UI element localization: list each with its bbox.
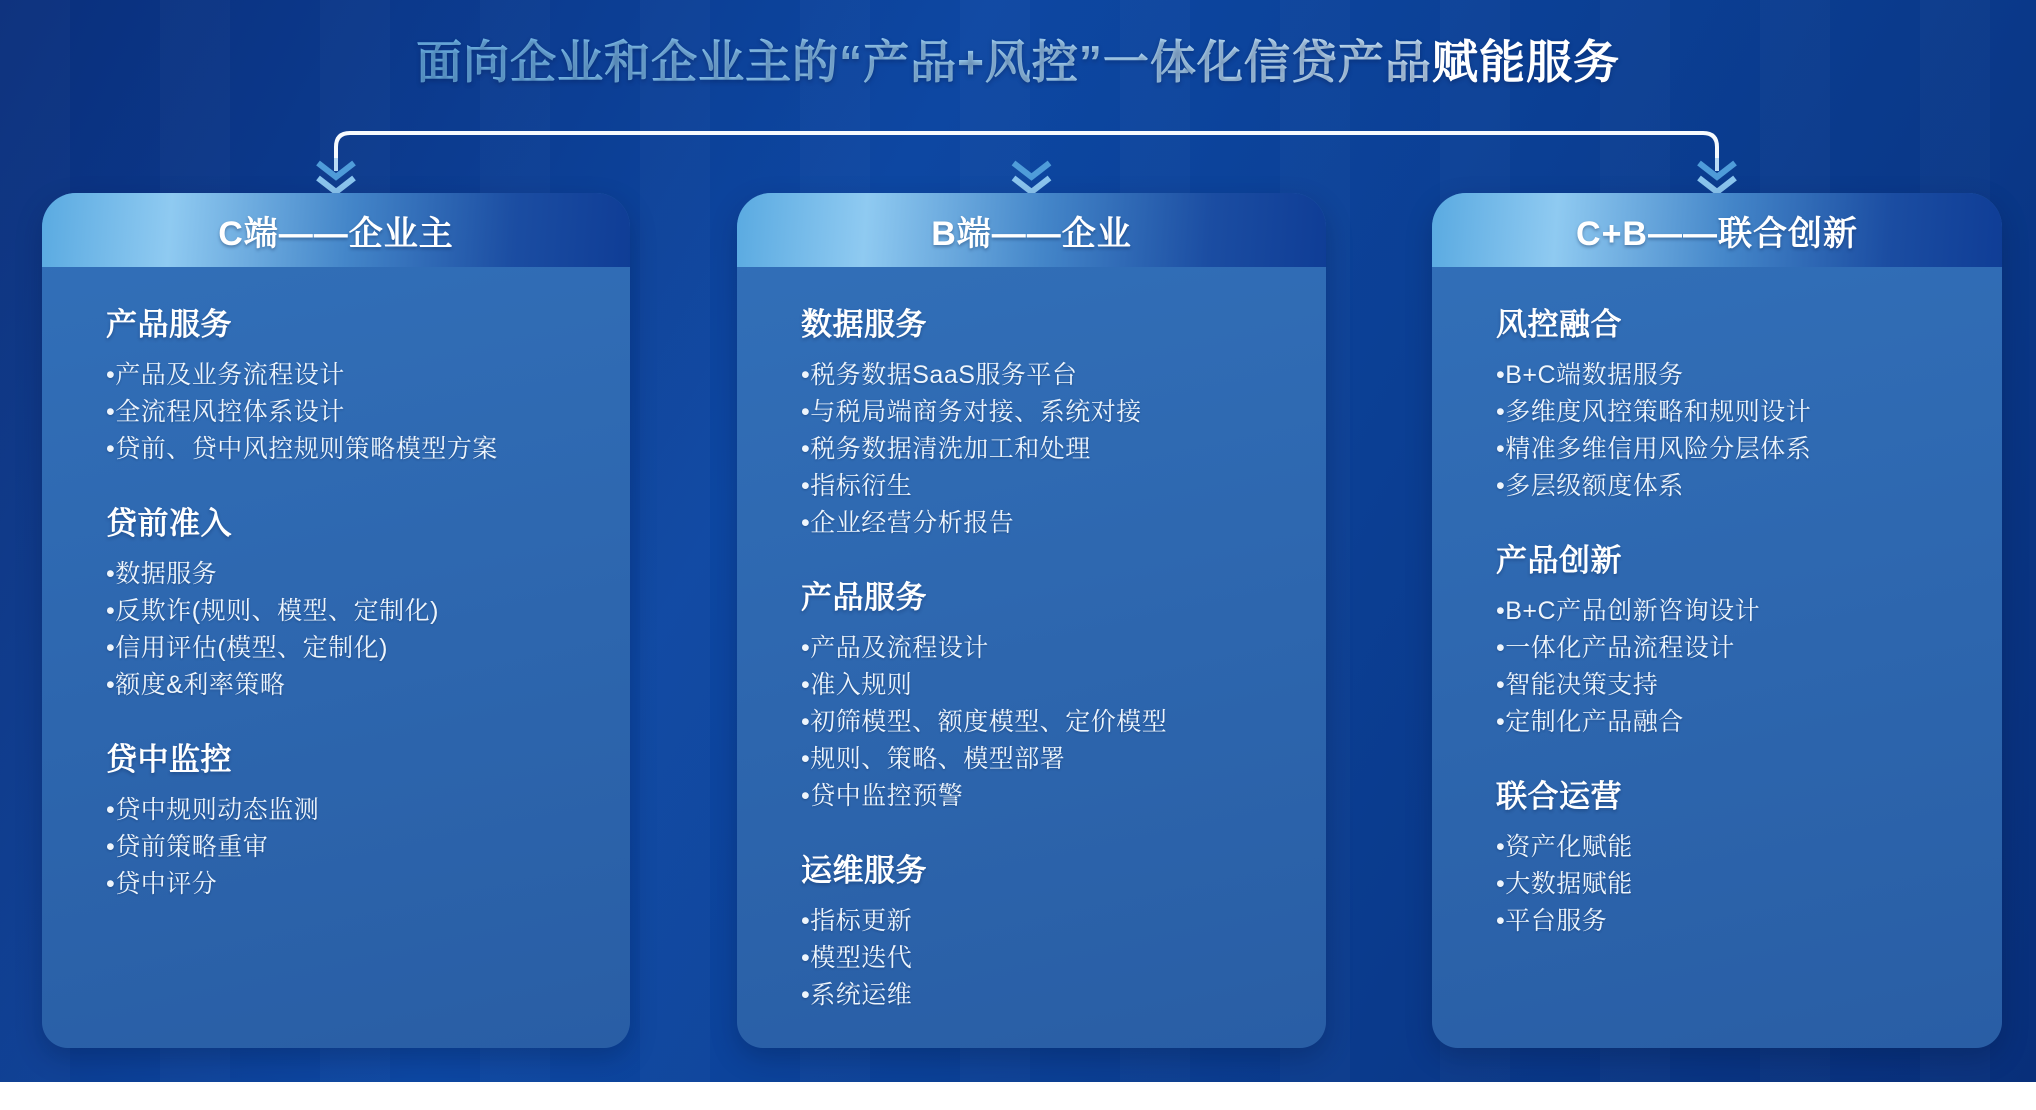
bullet-item: •贷前策略重审 xyxy=(106,833,269,861)
bullet-item: •初筛模型、额度模型、定价模型 xyxy=(801,708,1168,736)
bullet-item: •智能决策支持 xyxy=(1496,671,1659,699)
card-section xyxy=(1496,541,1960,741)
section-heading: 产品服务 xyxy=(106,307,232,342)
service-card xyxy=(1432,193,2002,1048)
section-heading: 风控融合 xyxy=(1496,307,1622,342)
card-section xyxy=(801,578,1284,815)
bullet-item: •准入规则 xyxy=(801,671,913,699)
bullet-item: •系统运维 xyxy=(801,981,913,1009)
bullet-item: •模型迭代 xyxy=(801,944,913,972)
section-heading: 运维服务 xyxy=(801,853,927,888)
card-section xyxy=(1496,777,1960,940)
service-card xyxy=(42,193,630,1048)
card-section xyxy=(106,305,588,468)
bullet-item: •定制化产品融合 xyxy=(1496,708,1684,736)
branch-line xyxy=(336,133,1717,160)
bullet-item: •贷中规则动态监测 xyxy=(106,796,320,824)
card-header: C+B——联合创新 xyxy=(1432,193,2002,267)
card-section xyxy=(106,740,588,903)
bullet-item: •精准多维信用风险分层体系 xyxy=(1496,435,1812,463)
bullet-item: •指标衍生 xyxy=(801,472,913,500)
bullet-item: •额度&利率策略 xyxy=(106,671,286,699)
bullet-item: •反欺诈(规则、模型、定制化) xyxy=(106,597,439,625)
card-section xyxy=(801,305,1284,542)
card-body xyxy=(42,267,630,903)
card-body xyxy=(1432,267,2002,940)
bullet-item: •资产化赋能 xyxy=(1496,833,1633,861)
section-heading: 贷前准入 xyxy=(106,506,232,541)
bullet-item: •产品及业务流程设计 xyxy=(106,361,345,389)
card-header: C端——企业主 xyxy=(42,193,630,267)
bullet-item: •B+C端数据服务 xyxy=(1496,361,1684,389)
bullet-item: •企业经营分析报告 xyxy=(801,509,1015,537)
card-section xyxy=(1496,305,1960,505)
bullet-item: •大数据赋能 xyxy=(1496,870,1633,898)
connector-arrows xyxy=(0,0,2036,215)
card-header: B端——企业 xyxy=(737,193,1326,267)
card-section xyxy=(106,504,588,704)
bullet-item: •规则、策略、模型部署 xyxy=(801,745,1066,773)
bullet-item: •税务数据SaaS服务平台 xyxy=(801,361,1078,389)
page-title-tail: 赋能服务 xyxy=(1431,36,1620,88)
bullet-item: •多维度风控策略和规则设计 xyxy=(1496,398,1812,426)
bullet-item: •贷中监控预警 xyxy=(801,782,964,810)
page-title-highlight: 面向企业和企业主的“产品+风控”一体化信贷产品 xyxy=(416,36,1432,88)
bullet-item: •信用评估(模型、定制化) xyxy=(106,634,388,662)
bullet-item: •一体化产品流程设计 xyxy=(1496,634,1735,662)
bullet-item: •产品及流程设计 xyxy=(801,634,989,662)
section-heading: 联合运营 xyxy=(1496,779,1622,814)
bullet-item: •指标更新 xyxy=(801,907,913,935)
bullet-item: •贷中评分 xyxy=(106,870,218,898)
bullet-item: •多层级额度体系 xyxy=(1496,472,1684,500)
bullet-item: •全流程风控体系设计 xyxy=(106,398,345,426)
bullet-item: •数据服务 xyxy=(106,560,218,588)
section-heading: 产品服务 xyxy=(801,580,927,615)
service-card xyxy=(737,193,1326,1048)
section-heading: 数据服务 xyxy=(801,307,927,342)
card-section xyxy=(801,851,1284,1014)
bullet-item: •平台服务 xyxy=(1496,907,1608,935)
bullet-item: •贷前、贷中风控规则策略模型方案 xyxy=(106,435,498,463)
bullet-item: •与税局端商务对接、系统对接 xyxy=(801,398,1142,426)
section-heading: 贷中监控 xyxy=(106,742,232,777)
section-heading: 产品创新 xyxy=(1496,543,1622,578)
card-body xyxy=(737,267,1326,1014)
bullet-item: •B+C产品创新咨询设计 xyxy=(1496,597,1761,625)
bullet-item: •税务数据清洗加工和处理 xyxy=(801,435,1091,463)
